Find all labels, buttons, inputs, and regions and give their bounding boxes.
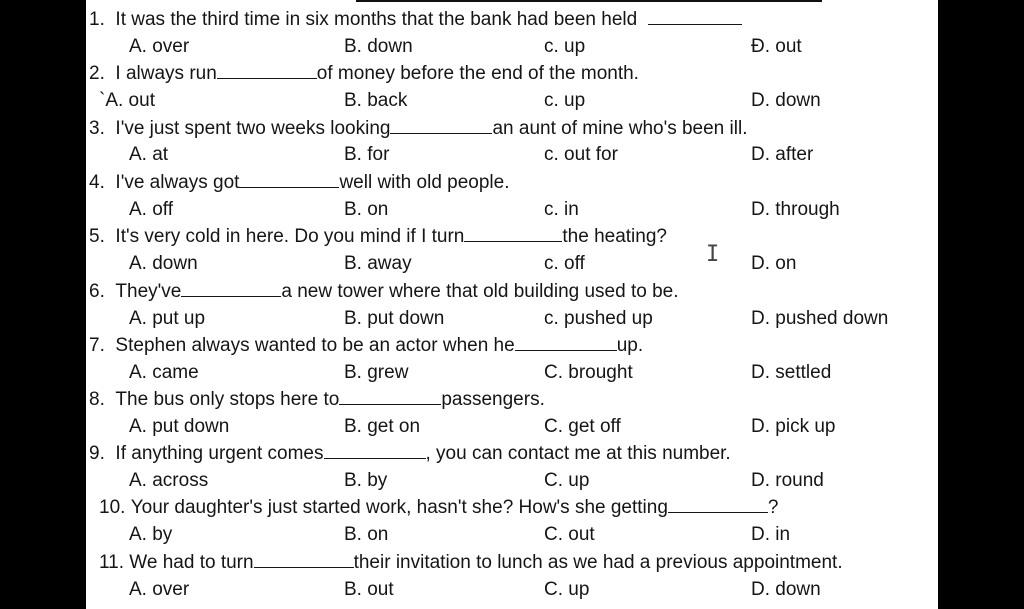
question-number: 2. [89,63,105,84]
question-2 [89,61,639,87]
option-c[interactable]: C. out [544,524,595,545]
question-text-end: their invitation to lunch as we had a previous appointment. [353,552,843,573]
question-text: Stephen always wanted to be an actor when he [115,335,515,356]
option-b[interactable]: B. grew [344,362,409,383]
option-b[interactable]: B. back [344,90,408,111]
question-11 [99,550,843,576]
question-8 [89,387,545,413]
question-number: 6. [89,281,105,302]
question-text-end: up. [616,335,644,356]
worksheet-page [86,0,938,609]
option-b[interactable]: B. down [344,36,413,57]
option-c[interactable]: C. up [544,470,590,491]
answer-blank[interactable] [181,279,281,297]
option-c[interactable]: c. up [544,90,586,111]
question-text-end: a new tower where that old building used to be. [281,281,679,302]
question-text-end: well with old people. [339,172,510,193]
question-number: 5. [89,226,105,247]
question-text: It was the third time in six months that the bank had been held [115,9,638,30]
question-number: 10. [99,497,126,518]
option-c[interactable]: C. up [544,579,590,600]
question-text-end: , you can contact me at this number. [425,443,731,464]
answer-blank[interactable] [239,170,339,188]
option-a[interactable]: A. over [129,36,190,57]
answer-blank[interactable] [254,550,354,568]
question-text-end: the heating? [562,226,667,247]
question-text: It's very cold in here. Do you mind if I turn [115,226,465,247]
option-d[interactable]: D. pushed down [751,308,889,329]
option-a[interactable]: A. put up [129,308,206,329]
option-a[interactable]: A. came [129,362,199,383]
question-text: The bus only stops here to [115,389,340,410]
option-d[interactable]: D. settled [751,362,832,383]
question-7 [89,333,643,359]
answer-blank[interactable] [668,495,768,513]
question-text: I've just spent two weeks looking [115,118,391,139]
option-d[interactable]: D. down [751,90,821,111]
option-d[interactable]: D. down [751,579,821,600]
option-d[interactable]: D. after [751,144,814,165]
option-a[interactable]: A. at [129,144,169,165]
option-c[interactable]: c. in [544,199,579,220]
question-text-end: an aunt of mine who's been ill. [492,118,748,139]
option-c[interactable]: c. up [544,36,586,57]
option-d[interactable]: D. in [751,524,791,545]
option-c[interactable]: C. brought [544,362,633,383]
question-number: 3. [89,118,105,139]
option-d[interactable]: D. round [751,470,824,491]
answer-blank[interactable] [217,61,317,79]
answer-blank[interactable] [464,224,562,242]
option-d[interactable]: D. on [751,253,797,274]
answer-blank[interactable] [515,333,617,351]
option-b[interactable]: B. put down [344,308,445,329]
question-10 [99,495,779,521]
question-text: If anything urgent comes [115,443,324,464]
option-a[interactable]: A. off [129,199,174,220]
question-9 [89,441,731,467]
question-text-end: ? [767,497,779,518]
option-b[interactable]: B. out [344,579,394,600]
answer-blank[interactable] [324,441,426,459]
answer-blank[interactable] [339,387,441,405]
answer-blank[interactable] [390,116,492,134]
option-c[interactable]: c. off [544,253,585,274]
question-text: Your daughter's just started work, hasn't she? How's she getting [130,497,668,518]
option-a[interactable]: A. by [129,524,173,545]
text-cursor-icon: I [706,242,720,267]
question-1 [89,7,742,33]
option-d[interactable]: D. through [751,199,840,220]
question-number: 9. [89,443,105,464]
option-b[interactable]: B. on [344,199,389,220]
question-5 [89,224,667,250]
option-b[interactable]: B. on [344,524,389,545]
option-a[interactable]: A. down [129,253,198,274]
question-text: We had to turn [129,552,254,573]
option-a[interactable]: A. over [129,579,190,600]
option-a[interactable]: A. put down [129,416,230,437]
top-rule [356,0,822,2]
question-text: I always run [115,63,217,84]
option-b[interactable]: B. away [344,253,412,274]
question-text-end: passengers. [441,389,545,410]
question-number: 1. [89,9,105,30]
question-text: They've [115,281,182,302]
question-number: 8. [89,389,105,410]
option-b[interactable]: B. for [344,144,390,165]
question-number: 7. [89,335,105,356]
answer-blank[interactable] [648,7,742,25]
option-b[interactable]: B. by [344,470,388,491]
option-a[interactable]: A. across [129,470,209,491]
option-c[interactable]: c. out for [544,144,618,165]
question-3 [89,116,747,142]
option-c[interactable]: c. pushed up [544,308,653,329]
option-d[interactable]: Đ. out [751,36,802,57]
question-number: 11. [99,552,125,573]
option-d[interactable]: D. pick up [751,416,836,437]
question-number: 4. [89,172,105,193]
option-c[interactable]: C. get off [544,416,621,437]
question-6 [89,279,679,305]
question-text: I've always got [115,172,240,193]
option-b[interactable]: B. get on [344,416,421,437]
question-4 [89,170,510,196]
question-text-end: of money before the end of the month. [316,63,639,84]
option-a[interactable]: `A. out [99,90,155,111]
